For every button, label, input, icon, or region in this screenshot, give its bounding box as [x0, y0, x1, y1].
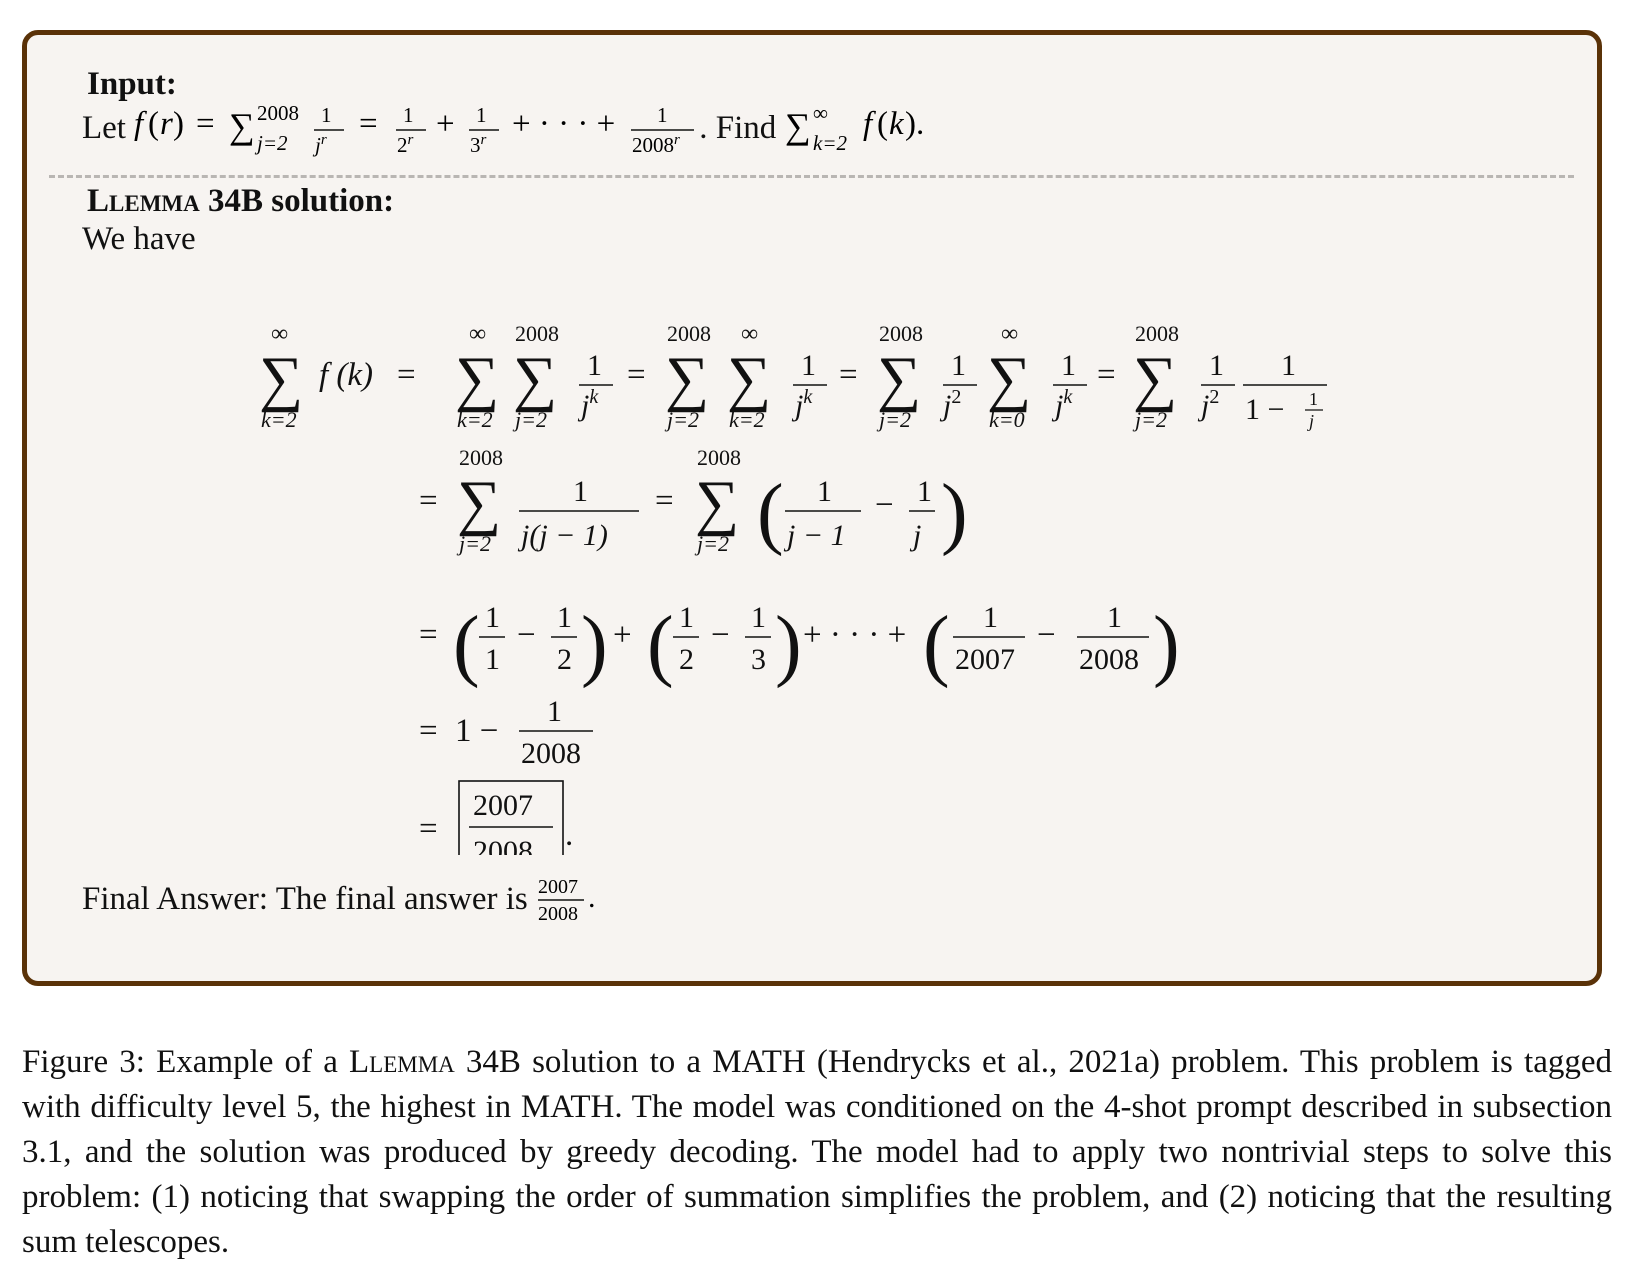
svg-text:jk: $j^k$: [1055, 386, 1073, 422]
svg-text:2008: 2008: [515, 321, 559, 346]
svg-text:3: 3: [751, 643, 766, 676]
display-equation: [257, 315, 1357, 860]
svg-text:k=2: k=2: [729, 407, 765, 432]
svg-text:1: 1: [485, 643, 500, 676]
frac-den: $j^r$: [315, 132, 327, 157]
svg-text:∑: ∑: [1133, 345, 1178, 413]
final-answer-line: [82, 873, 616, 927]
r-symbol: r: [160, 106, 174, 142]
svg-text:j=2: j=2: [697, 531, 729, 556]
svg-text:f: f: [862, 106, 872, 142]
caption-rest: 34B solution to a MATH (Hendrycks et al., 2021a) problem. This problem is tagged with difficulty level 5, the highest in MATH. The model was conditioned on the 4-shot prompt described in subsection 3.1, and the solution was produced by greedy decoding. The model had to apply two nontrivial steps to solve this problem: (1) noticing that swapping the order of summation simplifies the problem, and (2) noticing that the resulting sum telescopes.: [22, 1044, 1612, 1260]
svg-text:2007: 2007: [473, 789, 533, 822]
solution-label: [87, 185, 394, 218]
frac1-num: 1: [403, 103, 414, 127]
equals-2: =: [359, 106, 378, 142]
frac-num: 1: [321, 103, 332, 127]
svg-text:=: =: [419, 617, 438, 653]
svg-text:j: j: [1309, 411, 1315, 431]
figure-caption: [22, 1040, 1612, 1265]
svg-text:2008: 2008: [1079, 643, 1139, 676]
svg-text:∞: ∞: [741, 321, 759, 347]
svg-text:1: 1: [485, 601, 500, 634]
svg-text:1: 1: [1281, 349, 1296, 382]
svg-text:2: 2: [679, 643, 694, 676]
svg-text:(: (: [876, 106, 888, 142]
svg-text:2008: 2008: [521, 737, 581, 770]
open-paren: (: [148, 106, 160, 142]
svg-text:∑: ∑: [727, 345, 772, 413]
svg-text:j=2: j=2: [1135, 407, 1167, 432]
svg-text:1: 1: [817, 475, 832, 508]
svg-text:1: 1: [1061, 349, 1076, 382]
svg-text:k: k: [888, 106, 904, 142]
svg-text:(: (: [453, 601, 480, 689]
caption-model-name: Llemma: [349, 1044, 455, 1080]
svg-text:2008r: 2008$^r$: [632, 132, 681, 157]
svg-text:1: 1: [587, 349, 602, 382]
svg-text:k=2: k=2: [261, 407, 297, 432]
svg-text:): ): [581, 601, 608, 689]
input-let: Let: [82, 110, 135, 146]
svg-text:j: j: [913, 519, 922, 552]
svg-text:j − 1: j − 1: [787, 519, 846, 552]
svg-text:1: 1: [679, 601, 694, 634]
svg-text:1: 1: [751, 601, 766, 634]
sum-upper: 2008: [257, 101, 300, 125]
svg-text:j2: $j^2$: [1201, 386, 1220, 422]
model-name: Llemma: [87, 183, 200, 219]
svg-text:−: −: [517, 617, 536, 653]
eq-line-3: [419, 601, 1180, 689]
svg-text:2008: 2008: [697, 445, 741, 470]
svg-text:−: −: [875, 487, 894, 523]
svg-text:=: =: [655, 483, 674, 519]
input-target-formula: [785, 100, 975, 160]
solution-label-suffix: 34B solution:: [199, 183, 395, 219]
we-have-text: We have: [82, 221, 196, 257]
svg-text:2007: 2007: [537, 876, 578, 898]
svg-text:=: =: [1097, 357, 1116, 393]
svg-text:+: +: [613, 617, 632, 653]
svg-text:.: .: [587, 881, 596, 914]
svg-text:=: =: [627, 357, 646, 393]
svg-text:1: 1: [573, 475, 588, 508]
svg-text:j=2: j=2: [667, 407, 699, 432]
sum-symbol: ∑: [229, 106, 255, 146]
svg-text:.: .: [565, 817, 574, 853]
svg-text:∑: ∑: [513, 345, 558, 413]
svg-text:1 −: 1 −: [455, 713, 499, 749]
svg-text:2008: 2008: [537, 903, 578, 925]
svg-text:jk: $j^k$: [581, 386, 599, 422]
svg-text:−: −: [1037, 617, 1056, 653]
sum-lower: j=2: [257, 131, 288, 155]
svg-text:=: =: [419, 811, 438, 847]
svg-text:=: =: [397, 357, 416, 393]
svg-text:∑: ∑: [455, 345, 500, 413]
svg-text:1: 1: [476, 103, 487, 127]
svg-text:1: 1: [917, 475, 932, 508]
svg-text:∑: ∑: [665, 345, 710, 413]
svg-text:j=2: j=2: [459, 531, 491, 556]
svg-text:2: 2: [557, 643, 572, 676]
svg-text:2008: 2008: [667, 321, 711, 346]
svg-text:2008: 2008: [879, 321, 923, 346]
svg-text:∑: ∑: [259, 345, 304, 413]
svg-text:=: =: [419, 483, 438, 519]
svg-text:j=2: j=2: [515, 407, 547, 432]
svg-text:2008: 2008: [1135, 321, 1179, 346]
svg-text:(: (: [757, 469, 784, 557]
eq-line-5: [419, 781, 573, 855]
caption-prefix: Figure 3: Example of a: [22, 1044, 349, 1080]
svg-text:k=2: k=2: [812, 131, 847, 155]
svg-text:∑: ∑: [457, 469, 502, 537]
svg-text:+ · · · +: + · · · +: [803, 617, 907, 653]
svg-text:): ): [941, 469, 968, 557]
svg-text:(: (: [647, 601, 674, 689]
dashed-divider: [49, 175, 1574, 178]
svg-text:): ): [1153, 601, 1180, 689]
svg-text:2007: 2007: [955, 643, 1015, 676]
svg-text:2008: 2008: [459, 445, 503, 470]
svg-text:∞: ∞: [812, 101, 828, 125]
svg-text:(: (: [923, 601, 950, 689]
svg-text:3r: 3$^r$: [470, 132, 487, 157]
svg-text:1: 1: [547, 695, 562, 728]
svg-text:1: 1: [801, 349, 816, 382]
svg-text:k=0: k=0: [989, 407, 1025, 432]
svg-text:1: 1: [557, 601, 572, 634]
svg-text:j(j − 1): j(j − 1): [521, 519, 608, 552]
svg-text:∞: ∞: [1001, 321, 1019, 347]
svg-text:−: −: [711, 617, 730, 653]
svg-text:2008: 2008: [473, 835, 533, 855]
svg-text:=: =: [839, 357, 858, 393]
svg-text:1: 1: [1309, 389, 1318, 409]
final-answer-fraction: [536, 873, 616, 927]
svg-text:∞: ∞: [271, 321, 289, 347]
svg-text:f (k): f (k): [319, 357, 374, 393]
eq-line-1: [259, 321, 1327, 432]
input-find: . Find: [699, 110, 785, 146]
final-answer-text: Final Answer: The final answer is: [82, 881, 536, 917]
input-label: Input:: [87, 66, 177, 102]
svg-text:1: 1: [1107, 601, 1122, 634]
svg-text:∑: ∑: [987, 345, 1032, 413]
svg-text:1 −: 1 −: [1245, 393, 1285, 426]
svg-text:1: 1: [983, 601, 998, 634]
eq-line-2: [419, 445, 968, 557]
input-problem: [82, 100, 975, 160]
svg-text:1: 1: [1209, 349, 1224, 382]
svg-text:j=2: j=2: [879, 407, 911, 432]
svg-text:).: ).: [904, 106, 924, 142]
svg-text:∑: ∑: [877, 345, 922, 413]
svg-text:j2: $j^2$: [943, 386, 962, 422]
svg-text:1: 1: [951, 349, 966, 382]
dots-1: + · · · +: [512, 106, 616, 142]
svg-text:1: 1: [657, 103, 668, 127]
example-box: [22, 30, 1602, 986]
equals-1: =: [196, 106, 215, 142]
svg-text:∑: ∑: [784, 106, 811, 146]
svg-text:k=2: k=2: [457, 407, 493, 432]
plus-1: +: [436, 106, 455, 142]
svg-text:jk: $j^k$: [795, 386, 813, 422]
eq-line-4: [419, 695, 593, 770]
f-symbol: f: [134, 106, 144, 142]
close-paren: ): [173, 106, 185, 142]
svg-text:): ): [775, 601, 802, 689]
svg-text:∑: ∑: [695, 469, 740, 537]
svg-text:∞: ∞: [469, 321, 487, 347]
svg-text:2r: 2$^r$: [397, 132, 414, 157]
svg-text:=: =: [419, 713, 438, 749]
